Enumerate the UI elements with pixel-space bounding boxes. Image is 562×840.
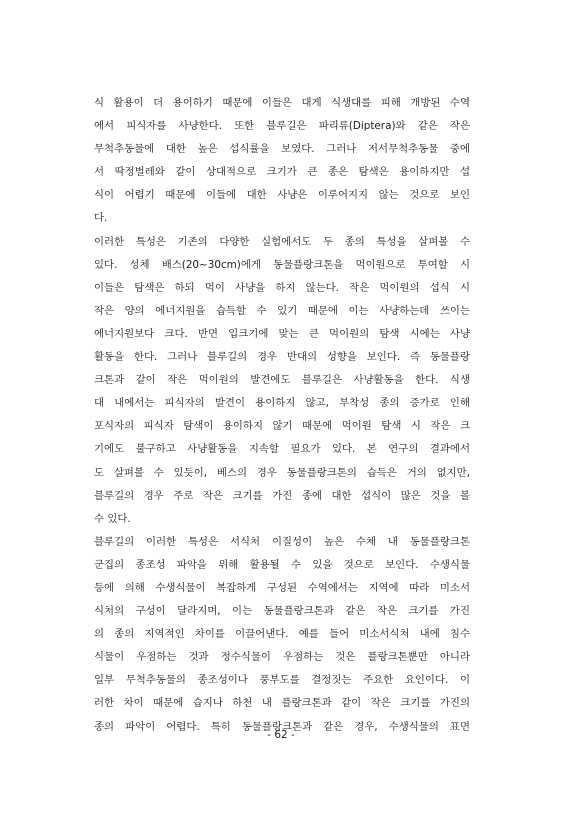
text-line: 식 활용이 더 용이하기 때문에 이들은 대게 식생대를 피해 개방된 수역 [94,97,470,109]
text-line: 군집의 종조성 파악을 위해 활용될 수 있을 것으로 보인다. 수생식물 [94,558,470,571]
page-number: - 62 - [267,729,295,741]
text-line: 무척추동물에 대한 높은 섭식률을 보였다. 그러나 저서무척추동물 중에 [94,143,470,156]
text-line: 블루길의 경우 주로 작은 크기를 가진 종에 대한 섭식이 많은 것을 볼 [94,489,470,502]
text-line: 식처의 구성이 달라지며, 이는 동물플랑크톤과 같은 작은 크기를 가진 [94,605,470,618]
text-line: 식이 어렵기 때문에 이들에 대한 사냥은 이루어지지 않는 것으로 보인 [94,189,470,202]
text-line: 활동을 한다. 그러나 블루길의 경우 반대의 성향을 보인다. 즉 동물플랑 [94,351,470,364]
text-line: 도 살펴볼 수 있듯이, 베스의 경우 동물플랑크톤의 습득은 거의 없지만, [94,466,470,479]
text-line: 수 있다. [94,512,131,525]
text-line: 다. [94,212,108,225]
text-line: 서 딱정벌레와 같이 상대적으로 크기가 큰 종은 탐색은 용이하지만 섭 [94,166,470,179]
text-line: 에너지원보다 크다. 반면 입크기에 맞는 큰 먹이원의 탐색 시에는 사냥 [94,327,470,340]
text-line: 있다. 성체 배스(20~30cm)에게 동물플랑크톤을 먹이원으로 투여할 시 [94,258,470,271]
text-line: 기에도 불구하고 사냥활동을 지속할 필요가 있다. 본 연구의 결과에서 [94,443,470,456]
text-line: 종의 파악이 어렵다. 특히 동물플랑크톤과 같은 경우, 수생식물의 표면 [94,720,470,733]
text-line: 이들은 탐색은 하되 먹이 사냥을 하지 않는다. 작은 먹이원의 섭식 시 [94,281,470,294]
text-line: 의 종의 지역적인 차이를 이끌어낸다. 예를 들어 미소서식처 내에 침수 [94,628,470,641]
text-line: 일부 무척추동물의 종조성이나 풍부도를 결정짓는 주요한 요인이다. 이 [94,674,470,687]
text-line: 러한 차이 때문에 습지나 하천 내 플랑크톤과 같이 작은 크기를 가진의 [94,697,470,710]
text-line: 등에 의해 수생식물이 복잡하게 구성된 수역에서는 지역에 따라 미소서 [94,581,470,594]
text-line: 에서 피식자를 사냥한다. 또한 블루길은 파리류(Diptera)와 같은 작은 [94,120,470,133]
body-text [94,92,470,739]
text-line: 이러한 특성은 기존의 다양한 실험에서도 두 종의 특성을 살펴볼 수 [94,235,470,248]
text-line: 대 내에서는 피식자의 발견이 용이하지 않고, 부착성 종의 증가로 인해 [94,397,470,410]
text-line: 포식자의 피식자 탐색이 용이하지 않기 때문에 먹이원 탐색 시 작은 크 [94,420,470,433]
text-line: 블루길의 이러한 특성은 서식처 이질성이 높은 수체 내 동물플랑크톤 [94,535,470,548]
text-line: 크톤과 같이 작은 먹이원의 발견에도 블루길은 사냥활동을 한다. 식생 [94,374,470,387]
text-line: 식물이 우점하는 것과 정수식물이 우점하는 것은 플랑크톤뿐만 아니라 [94,651,470,664]
text-line: 작은 양의 에너지원을 습득할 수 있기 때문에 이는 사냥하는데 쓰이는 [94,304,470,317]
